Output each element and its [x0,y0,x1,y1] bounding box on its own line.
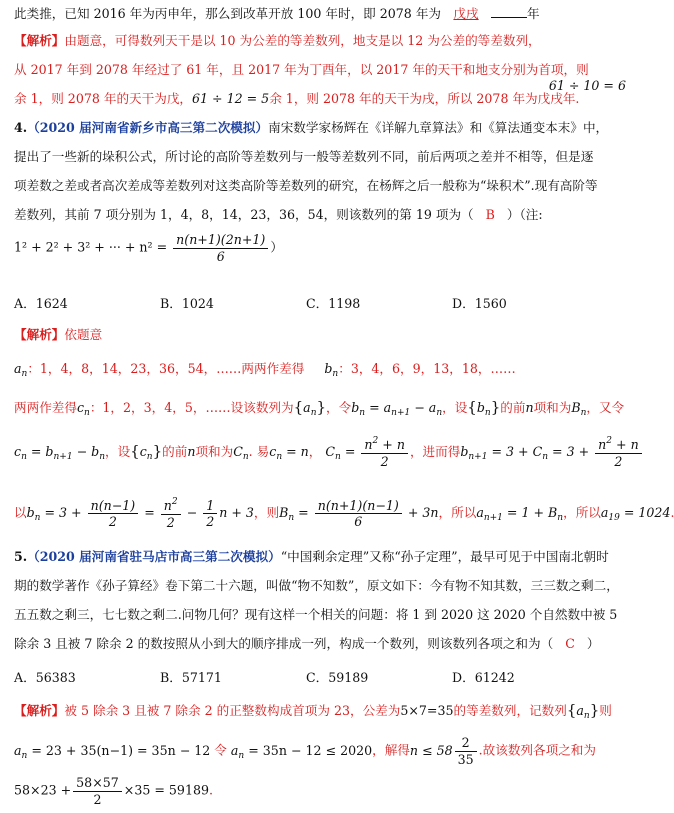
q5-answer: C [565,636,575,651]
q4-formula: 1² + 2² + 3² + ··· + n² = $\frac{n(n+1)(2n+1)}{6}$ ） [14,232,283,264]
q5-number: 5. [14,549,28,564]
q4-line3: 项差数之差或者高次差成等差数列对这类高阶等差数列的研究，在杨辉之后一般称为“垛积术”.现有高阶等 [14,178,598,193]
q4-line1: 4.（2020 届河南省新乡市高三第二次模拟）南宋数学家杨辉在《详解九章算法》和《算法通变本末》中， [14,120,609,135]
sol5-line2: $a_n = 23 + 35(n-1) = 35n - 12$ 令 $a_n = 35n - 12 \le 2020$，解得n ≤ 58 $\frac{2}{35}$ .故该数列各项之和为 [14,735,596,767]
sol4-line2: $a_n$：1，4，8，14，23，36，54，……两两作差得 $b_n$：3，4，6，9，13，18，…… [14,361,516,379]
q5-source: （2020 届河南省驻马店市高三第二次模拟） [27,549,281,564]
sol4-line4: $c_n = b_{n+1} - b_n$，设$\{c_n\}$的前n项和为$C_n$. 易$c_n = n$， $C_n$ = $\frac{n^2 + n}{2}$ ，进而得$b_{n+1} = 3 + C_n = 3$ + $\frac{n^2 + n}{2}$ [14,436,626,469]
q4-answer: B [485,207,495,222]
q5-option-c: C．59189 [306,670,369,685]
q3-answer: 戊戌 [453,6,479,21]
q4-line4: 差数列，其前 7 项分别为 1，4，8，14，23，36，54，则该数列的第 19 项为（ B ）（注: [14,207,543,222]
q4-line2: 提出了一些新的垛积公式，所讨论的高阶等差数列与一般等差数列不同，前后两项之差并不相等，但是逐 [14,149,594,164]
q5-line3: 五五数之剩三，七七数之剩二.问物几何？现有这样一个相关的问题：将 1 到 2020 这 2020 个自然数中被 5 [14,607,618,622]
sol4-line3: 两两作差得$c_n$：1，2，3，4，5，……设该数列为$\{a_n\}$，令$b_n = a_{n+1} - a_n$，设$\{b_n\}$的前n项和为$B_n$，又令 [14,398,625,418]
q4-option-b: B．1024 [160,296,214,311]
q4-formula-fraction: $\frac{n(n+1)(2n+1)}{6}$ [173,232,268,264]
q4-option-c: C．1198 [306,296,361,311]
sol4-label: 【解析】 [14,327,65,342]
q5-option-d: D．61242 [452,670,515,685]
q3-tail-text: 此类推，已知 2016 年为丙申年，那么到改革开放 100 年时，即 2078 年为 [14,6,442,21]
q3-tail-line: 此类推，已知 2016 年为丙申年，那么到改革开放 100 年时，即 2078 年为 戊戌 年 [14,6,540,21]
q4-source: （2020 届河南省新乡市高三第二次模拟） [27,120,269,135]
sol3-line2: 从 2017 年到 2078 年经过了 61 年，且 2017 年为丁酉年，以 2017 年的天干和地支分别为首项，则 61 ÷ 10 = 6 [14,62,626,93]
sol3-label: 【解析】 [14,33,65,48]
q5-option-a: A．56383 [14,670,76,685]
q4-number: 4. [14,120,28,135]
sol5-line1: 【解析】被 5 除余 3 且被 7 除余 2 的正整数构成首项为 23，公差为5×7=35的等差数列，记数列$\{a_n\}$则 [14,701,612,721]
q5-option-b: B．57171 [160,670,222,685]
sol5-label: 【解析】 [14,703,65,718]
q4-option-a: A．1624 [14,296,68,311]
sol3-line3: 余 1，则 2078 年的天干为戊，61 ÷ 12 = 5余 1，则 2078 年的天干为戌，所以 2078 年为戊戌年. [14,91,580,106]
q5-line1: 5.（2020 届河南省驻马店市高三第二次模拟）“中国剩余定理”又称“孙子定理”，最早可见于中国南北朝时 [14,549,609,564]
sol4-line5: 以$b_n = 3$ + $\frac{n(n-1)}{2}$ = $\frac{n^2}{2}$ − $\frac{1}{2}$ n + 3，则$B_n$ = $\frac{n(n+1)(n-1)}{6}$ + 3n，所以$a_{n+1} = 1 + B_n$，所以$a_{19} = 1024$ [14,497,671,530]
q4-option-d: D．1560 [452,296,507,311]
sol4-line1: 【解析】依题意 [14,327,103,342]
sol5-line3: 58×23 + $\frac{58\times 57}{2}$ ×35 = 59189. [14,775,213,807]
q5-line4: 除余 3 且被 7 除余 2 的数按照从小到大的顺序排成一列，构成一个数列，则该数列各项之和为（ C ） [14,636,600,651]
sol3-line1: 【解析】由题意，可得数列天干是以 10 为公差的等差数列，地支是以 12 为公差的等差数列， [14,33,541,48]
q5-line2: 期的数学著作《孙子算经》卷下第二十六题，叫做“物不知数”，原文如下：今有物不知其数，三三数之剩二， [14,578,619,593]
